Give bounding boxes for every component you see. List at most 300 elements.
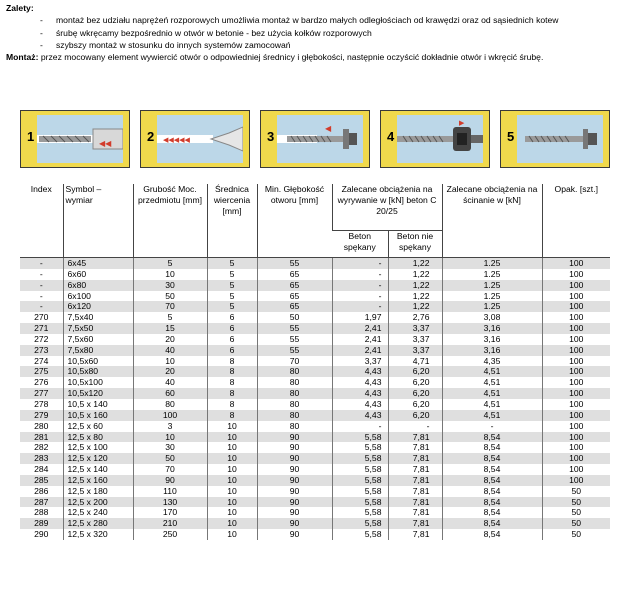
cell-pack: 100 [542, 399, 610, 410]
svg-text:◀◀: ◀◀ [99, 139, 112, 148]
cell-shear: 3,08 [442, 312, 542, 323]
svg-text:◀: ◀ [325, 124, 332, 133]
table-row [20, 366, 610, 377]
cell-shear: 1.25 [442, 291, 542, 302]
cell-thickness: 130 [133, 497, 207, 508]
cell-symbol: 6x45 [63, 258, 133, 269]
cell-tension-uncracked: 7,81 [388, 432, 442, 443]
cell-shear: 8,54 [442, 507, 542, 518]
cell-index: 271 [20, 323, 63, 334]
installed-anchor-icon [517, 115, 603, 163]
cell-diameter: 10 [207, 442, 257, 453]
cell-thickness: 40 [133, 377, 207, 388]
cell-symbol: 10,5 x 160 [63, 410, 133, 421]
cell-symbol: 12,5 x 60 [63, 421, 133, 432]
cell-tension-uncracked: 7,81 [388, 486, 442, 497]
cell-index: 280 [20, 421, 63, 432]
step-number: 4 [387, 129, 395, 144]
header-thickness: Grubość Moc. przedmiotu [mm] [133, 184, 207, 258]
cell-index: - [20, 269, 63, 280]
cell-diameter: 5 [207, 258, 257, 269]
cell-index: 287 [20, 497, 63, 508]
cell-depth: 80 [257, 388, 332, 399]
cell-tension-cracked: - [332, 258, 388, 269]
svg-text:▶: ▶ [459, 119, 465, 127]
cell-thickness: 10 [133, 432, 207, 443]
step-number: 3 [267, 129, 275, 144]
cell-depth: 55 [257, 323, 332, 334]
cell-diameter: 10 [207, 507, 257, 518]
cell-depth: 80 [257, 399, 332, 410]
cell-tension-uncracked: 7,81 [388, 529, 442, 540]
cell-depth: 55 [257, 258, 332, 269]
cell-tension-cracked: 5,58 [332, 497, 388, 508]
cell-symbol: 6x80 [63, 280, 133, 291]
cell-symbol: 12,5 x 80 [63, 432, 133, 443]
cell-tension-cracked: 5,58 [332, 464, 388, 475]
cell-index: 278 [20, 399, 63, 410]
cell-pack: 100 [542, 377, 610, 388]
cell-tension-cracked: - [332, 269, 388, 280]
cell-depth: 90 [257, 497, 332, 508]
cell-diameter: 8 [207, 366, 257, 377]
step-1 [20, 110, 130, 168]
cell-symbol: 7,5x80 [63, 345, 133, 356]
cell-index: 275 [20, 366, 63, 377]
cell-tension-cracked: - [332, 291, 388, 302]
cell-shear: 8,54 [442, 453, 542, 464]
cell-diameter: 10 [207, 453, 257, 464]
cell-diameter: 8 [207, 377, 257, 388]
step-number: 2 [147, 129, 155, 144]
cell-shear: 4,35 [442, 356, 542, 367]
cell-tension-uncracked: 6,20 [388, 410, 442, 421]
cell-index: 288 [20, 507, 63, 518]
cell-symbol: 6x60 [63, 269, 133, 280]
cell-tension-cracked: 4,43 [332, 399, 388, 410]
cell-depth: 50 [257, 312, 332, 323]
cell-index: 283 [20, 453, 63, 464]
step-4 [380, 110, 490, 168]
header-symbol: Symbol – wymiar [63, 184, 133, 258]
cell-thickness: 210 [133, 518, 207, 529]
cell-tension-cracked: 2,41 [332, 323, 388, 334]
table-row [20, 410, 610, 421]
cell-symbol: 12,5 x 180 [63, 486, 133, 497]
cell-tension-cracked: 1,97 [332, 312, 388, 323]
cell-tension-uncracked: 1,22 [388, 269, 442, 280]
cell-tension-uncracked: 1,22 [388, 291, 442, 302]
cell-shear: 4,51 [442, 366, 542, 377]
cell-thickness: 30 [133, 280, 207, 291]
table-body [20, 258, 610, 540]
cell-depth: 90 [257, 432, 332, 443]
cell-pack: 100 [542, 356, 610, 367]
table-row [20, 464, 610, 475]
bullet-dash: - [40, 15, 43, 26]
cell-tension-cracked: 5,58 [332, 518, 388, 529]
cell-index: 279 [20, 410, 63, 421]
header-shear: Zalecane obciążenia na ścinanie w [kN] [442, 184, 542, 258]
cell-pack: 100 [542, 475, 610, 486]
cell-index: - [20, 291, 63, 302]
bullet-dash: - [40, 27, 43, 38]
cell-diameter: 5 [207, 291, 257, 302]
cell-tension-uncracked: 6,20 [388, 388, 442, 399]
cell-depth: 80 [257, 410, 332, 421]
cell-shear: 8,54 [442, 432, 542, 443]
cell-diameter: 10 [207, 486, 257, 497]
table-row [20, 334, 610, 345]
cell-diameter: 6 [207, 312, 257, 323]
cell-pack: 100 [542, 312, 610, 323]
cell-diameter: 10 [207, 475, 257, 486]
cell-depth: 90 [257, 442, 332, 453]
table-row [20, 377, 610, 388]
cell-index: 281 [20, 432, 63, 443]
table-row [20, 421, 610, 432]
cell-index: 273 [20, 345, 63, 356]
cell-tension-uncracked: 7,81 [388, 507, 442, 518]
cell-diameter: 8 [207, 399, 257, 410]
cell-diameter: 10 [207, 497, 257, 508]
table-row [20, 497, 610, 508]
cell-shear: 1.25 [442, 301, 542, 312]
cell-tension-cracked: 4,43 [332, 388, 388, 399]
cell-index: 286 [20, 486, 63, 497]
cell-pack: 100 [542, 366, 610, 377]
header-tension-cracked: Beton spękany [332, 231, 388, 258]
cell-depth: 65 [257, 291, 332, 302]
bullet-2: - śrubę wkręcamy bezpośrednio w otwór w betonie - bez użycia kołków rozporowych [40, 27, 372, 38]
cell-tension-cracked: 5,58 [332, 453, 388, 464]
cell-tension-uncracked: 1,22 [388, 258, 442, 269]
header-index: Index [30, 184, 52, 194]
cell-shear: 3,16 [442, 345, 542, 356]
blow-out-icon [157, 115, 243, 163]
table-row [20, 280, 610, 291]
cell-tension-uncracked: 3,37 [388, 323, 442, 334]
cell-tension-cracked: 2,41 [332, 334, 388, 345]
cell-pack: 100 [542, 301, 610, 312]
cell-index: 285 [20, 475, 63, 486]
cell-thickness: 80 [133, 399, 207, 410]
cell-shear: - [442, 421, 542, 432]
intro-text [6, 0, 614, 63]
cell-index: 290 [20, 529, 63, 540]
cell-tension-cracked: 5,58 [332, 432, 388, 443]
cell-pack: 100 [542, 388, 610, 399]
step-5 [500, 110, 610, 168]
cell-symbol: 12,5 x 120 [63, 453, 133, 464]
table-row [20, 453, 610, 464]
cell-pack: 100 [542, 280, 610, 291]
cell-tension-uncracked: 7,81 [388, 464, 442, 475]
cell-index: 282 [20, 442, 63, 453]
cell-pack: 50 [542, 486, 610, 497]
cell-index: 284 [20, 464, 63, 475]
cell-diameter: 10 [207, 464, 257, 475]
table-row [20, 345, 610, 356]
cell-tension-cracked: 5,58 [332, 442, 388, 453]
cell-thickness: 60 [133, 388, 207, 399]
cell-tension-cracked: - [332, 280, 388, 291]
montage-heading: Montaż: [6, 52, 39, 63]
cell-symbol: 10,5x120 [63, 388, 133, 399]
cell-tension-uncracked: 7,81 [388, 497, 442, 508]
cell-diameter: 6 [207, 323, 257, 334]
cell-diameter: 10 [207, 432, 257, 443]
cell-tension-cracked: 2,41 [332, 345, 388, 356]
cell-tension-uncracked: 3,37 [388, 345, 442, 356]
cell-depth: 90 [257, 453, 332, 464]
cell-shear: 8,54 [442, 442, 542, 453]
cell-diameter: 5 [207, 301, 257, 312]
cell-thickness: 100 [133, 410, 207, 421]
header-pack: Opak. [szt.] [542, 184, 610, 258]
table-row [20, 388, 610, 399]
cell-symbol: 12,5 x 160 [63, 475, 133, 486]
bullet-dash: - [40, 39, 43, 50]
cell-thickness: 40 [133, 345, 207, 356]
screw-insert-icon [277, 115, 363, 163]
cell-tension-uncracked: - [388, 421, 442, 432]
cell-pack: 100 [542, 269, 610, 280]
cell-symbol: 12,5 x 140 [63, 464, 133, 475]
cell-thickness: 15 [133, 323, 207, 334]
cell-symbol: 7,5x60 [63, 334, 133, 345]
table-row [20, 442, 610, 453]
cell-diameter: 10 [207, 518, 257, 529]
cell-tension-cracked: 4,43 [332, 377, 388, 388]
cell-index: 277 [20, 388, 63, 399]
cell-pack: 100 [542, 323, 610, 334]
table-row [20, 291, 610, 302]
cell-index: 272 [20, 334, 63, 345]
cell-depth: 90 [257, 464, 332, 475]
cell-depth: 80 [257, 421, 332, 432]
advantages-heading: Zalety: [6, 3, 34, 13]
cell-pack: 50 [542, 529, 610, 540]
cell-depth: 90 [257, 507, 332, 518]
cell-tension-uncracked: 7,81 [388, 475, 442, 486]
cell-symbol: 6x100 [63, 291, 133, 302]
header-diameter: Średnica wiercenia [mm] [207, 184, 257, 258]
cell-thickness: 170 [133, 507, 207, 518]
header-tension-uncracked: Beton nie spękany [388, 231, 442, 258]
cell-tension-cracked: 4,43 [332, 366, 388, 377]
table-row [20, 323, 610, 334]
cell-diameter: 10 [207, 529, 257, 540]
cell-shear: 4,51 [442, 377, 542, 388]
cell-tension-uncracked: 2,76 [388, 312, 442, 323]
table-row [20, 475, 610, 486]
cell-shear: 8,54 [442, 497, 542, 508]
cell-symbol: 12,5 x 320 [63, 529, 133, 540]
table-row [20, 269, 610, 280]
cell-thickness: 70 [133, 301, 207, 312]
cell-shear: 8,54 [442, 464, 542, 475]
cell-tension-uncracked: 7,81 [388, 442, 442, 453]
cell-pack: 100 [542, 464, 610, 475]
cell-symbol: 12,5 x 100 [63, 442, 133, 453]
cell-tension-uncracked: 7,81 [388, 518, 442, 529]
cell-pack: 50 [542, 518, 610, 529]
cell-depth: 70 [257, 356, 332, 367]
cell-pack: 100 [542, 442, 610, 453]
cell-pack: 100 [542, 345, 610, 356]
cell-symbol: 12,5 x 240 [63, 507, 133, 518]
cell-tension-cracked: 4,43 [332, 410, 388, 421]
cell-symbol: 12,5 x 280 [63, 518, 133, 529]
cell-symbol: 10,5x80 [63, 366, 133, 377]
cell-diameter: 6 [207, 334, 257, 345]
cell-tension-uncracked: 4,71 [388, 356, 442, 367]
cell-shear: 3,16 [442, 323, 542, 334]
cell-tension-uncracked: 3,37 [388, 334, 442, 345]
cell-shear: 8,54 [442, 475, 542, 486]
cell-tension-cracked: 3,37 [332, 356, 388, 367]
cell-depth: 90 [257, 486, 332, 497]
cell-tension-uncracked: 7,81 [388, 453, 442, 464]
cell-thickness: 10 [133, 269, 207, 280]
cell-tension-cracked: 5,58 [332, 529, 388, 540]
cell-thickness: 10 [133, 356, 207, 367]
step-number: 1 [27, 129, 35, 144]
cell-index: - [20, 301, 63, 312]
cell-index: 276 [20, 377, 63, 388]
cell-depth: 90 [257, 518, 332, 529]
cell-symbol: 7,5x40 [63, 312, 133, 323]
header-depth: Min. Głębokość otworu [mm] [257, 184, 332, 258]
table-row [20, 312, 610, 323]
cell-index: - [20, 280, 63, 291]
cell-shear: 3,16 [442, 334, 542, 345]
cell-diameter: 8 [207, 388, 257, 399]
drill-icon [37, 115, 123, 163]
table-row [20, 432, 610, 443]
installation-steps [20, 110, 612, 168]
cell-symbol: 7,5x50 [63, 323, 133, 334]
cell-pack: 100 [542, 410, 610, 421]
cell-pack: 100 [542, 453, 610, 464]
cell-shear: 4,51 [442, 388, 542, 399]
table-row [20, 507, 610, 518]
cell-tension-cracked: 5,58 [332, 486, 388, 497]
cell-thickness: 5 [133, 312, 207, 323]
cell-symbol: 12,5 x 200 [63, 497, 133, 508]
cell-diameter: 5 [207, 269, 257, 280]
cell-shear: 1.25 [442, 258, 542, 269]
cell-thickness: 3 [133, 421, 207, 432]
cell-index: 270 [20, 312, 63, 323]
cell-shear: 1.25 [442, 269, 542, 280]
table-row [20, 258, 610, 269]
header-tension: Zalecane obciążenia na wyrywanie w [kN] beton C 20/25 [332, 184, 442, 231]
cell-depth: 55 [257, 334, 332, 345]
cell-thickness: 30 [133, 442, 207, 453]
cell-symbol: 10,5x100 [63, 377, 133, 388]
cell-symbol: 10,5 x 140 [63, 399, 133, 410]
cell-tension-uncracked: 6,20 [388, 399, 442, 410]
cell-symbol: 10,5x60 [63, 356, 133, 367]
table-row [20, 301, 610, 312]
cell-pack: 100 [542, 432, 610, 443]
cell-thickness: 90 [133, 475, 207, 486]
bullet-3: - szybszy montaż w stosunku do innych systemów zamocowań [40, 39, 291, 50]
cell-index: 274 [20, 356, 63, 367]
cell-index: 289 [20, 518, 63, 529]
cell-shear: 1.25 [442, 280, 542, 291]
cell-diameter: 6 [207, 345, 257, 356]
cell-depth: 55 [257, 345, 332, 356]
cell-diameter: 5 [207, 280, 257, 291]
cell-pack: 100 [542, 291, 610, 302]
cell-thickness: 70 [133, 464, 207, 475]
step-2 [140, 110, 250, 168]
cell-depth: 90 [257, 529, 332, 540]
cell-thickness: 20 [133, 366, 207, 377]
cell-pack: 100 [542, 334, 610, 345]
table-row [20, 486, 610, 497]
table-row [20, 529, 610, 540]
cell-tension-cracked: - [332, 301, 388, 312]
cell-tension-uncracked: 1,22 [388, 280, 442, 291]
product-table [20, 184, 610, 540]
cell-shear: 4,51 [442, 410, 542, 421]
cell-thickness: 110 [133, 486, 207, 497]
step-number: 5 [507, 129, 515, 144]
cell-depth: 90 [257, 475, 332, 486]
table-row [20, 399, 610, 410]
cell-tension-cracked: 5,58 [332, 475, 388, 486]
cell-thickness: 20 [133, 334, 207, 345]
table-row [20, 356, 610, 367]
cell-diameter: 8 [207, 410, 257, 421]
montage-paragraph: Montaż: przez mocowany element wywiercić otwór o odpowiedniej średnicy i głębokości, następnie oczyścić dokładnie otwór i wkręcić śrubę. [6, 52, 544, 63]
cell-pack: 50 [542, 497, 610, 508]
cell-pack: 100 [542, 421, 610, 432]
cell-shear: 8,54 [442, 529, 542, 540]
cell-shear: 8,54 [442, 518, 542, 529]
cell-tension-uncracked: 6,20 [388, 377, 442, 388]
cell-symbol: 6x120 [63, 301, 133, 312]
cell-shear: 4,51 [442, 399, 542, 410]
wrench-tighten-icon [397, 115, 483, 163]
cell-depth: 80 [257, 377, 332, 388]
cell-tension-cracked: - [332, 421, 388, 432]
cell-tension-uncracked: 6,20 [388, 366, 442, 377]
step-3 [260, 110, 370, 168]
cell-pack: 50 [542, 507, 610, 518]
cell-index: - [20, 258, 63, 269]
cell-shear: 8,54 [442, 486, 542, 497]
cell-thickness: 250 [133, 529, 207, 540]
cell-diameter: 8 [207, 356, 257, 367]
cell-thickness: 50 [133, 453, 207, 464]
cell-tension-cracked: 5,58 [332, 507, 388, 518]
cell-diameter: 10 [207, 421, 257, 432]
cell-tension-uncracked: 1,22 [388, 301, 442, 312]
cell-thickness: 5 [133, 258, 207, 269]
bullet-1: - montaż bez udziału naprężeń rozporowych umożliwia montaż w bardzo małych odległościach od krawędzi oraz od sąsiednich kotew [40, 15, 559, 26]
cell-depth: 65 [257, 301, 332, 312]
svg-text:◀◀◀◀◀: ◀◀◀◀◀ [163, 136, 190, 144]
cell-thickness: 50 [133, 291, 207, 302]
cell-pack: 100 [542, 258, 610, 269]
cell-depth: 65 [257, 280, 332, 291]
cell-depth: 80 [257, 366, 332, 377]
